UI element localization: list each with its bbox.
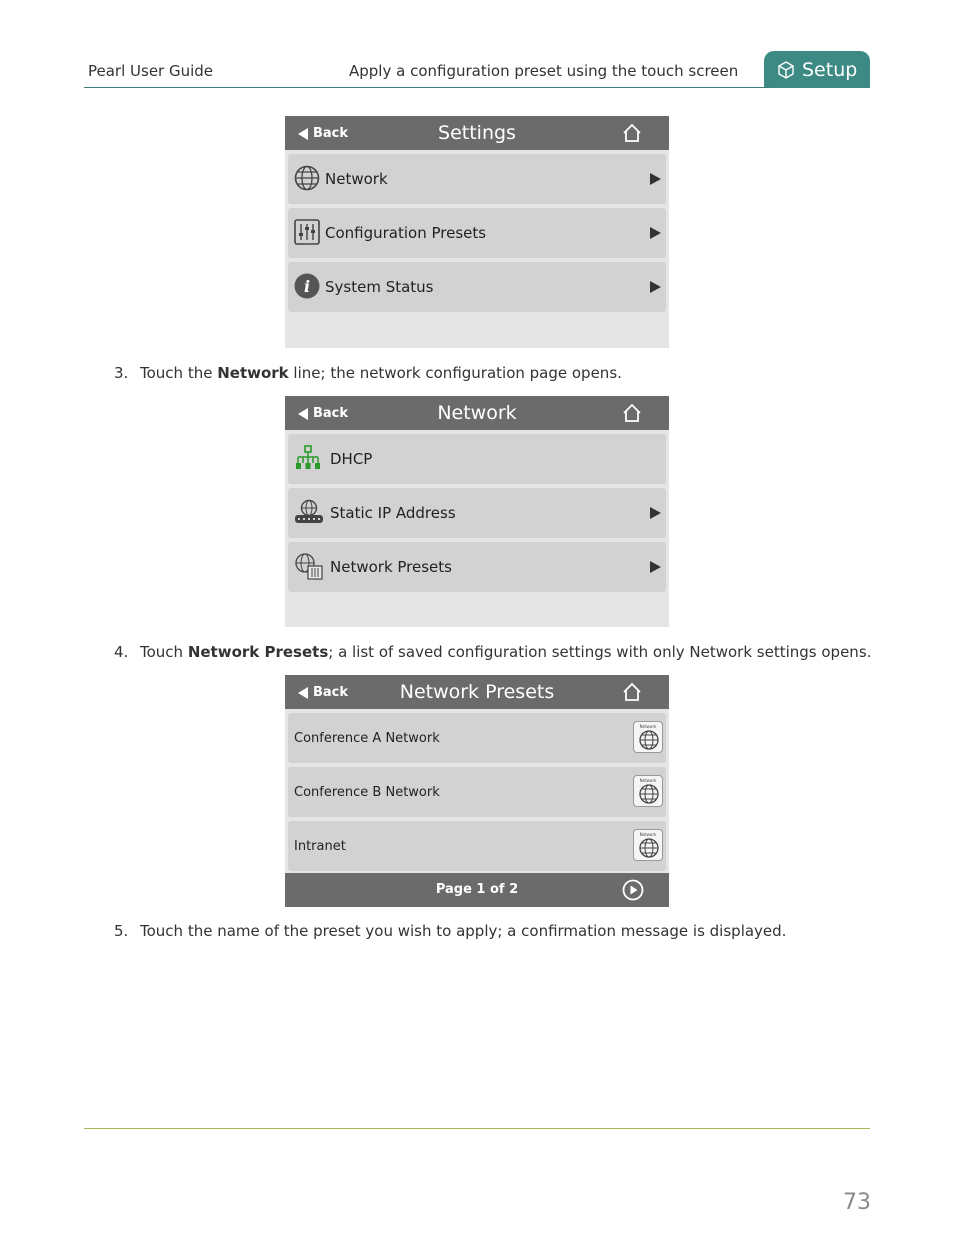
presets-titlebar (285, 675, 669, 709)
screen-title: Network Presets (399, 681, 555, 703)
step-text: Touch the (140, 364, 218, 382)
footer-rule (84, 1128, 870, 1129)
back-label: Back (313, 126, 349, 141)
setup-tab-label: Setup (802, 58, 858, 81)
home-icon[interactable] (622, 403, 642, 423)
globe-icon (639, 838, 659, 858)
preset-row-intranet[interactable] (288, 821, 666, 871)
back-label: Back (313, 406, 349, 421)
row-label: DHCP (330, 450, 373, 468)
row-label: Configuration Presets (325, 224, 487, 242)
network-badge-button[interactable] (633, 775, 663, 807)
network-screen (285, 396, 669, 627)
network-titlebar (285, 396, 669, 430)
settings-screen (285, 116, 669, 348)
badge-label: Network (639, 724, 657, 729)
network-badge-button[interactable] (633, 721, 663, 753)
setup-tab[interactable] (764, 51, 870, 88)
settings-row-configuration-presets[interactable] (288, 208, 666, 258)
settings-row-network[interactable] (288, 154, 666, 204)
sliders-icon (294, 219, 320, 245)
globe-icon (639, 784, 659, 804)
network-row-dhcp[interactable] (288, 434, 666, 484)
step-text: Touch the name of the preset you wish to apply; a confirmation message is displayed. (140, 922, 787, 940)
globe-icon (294, 165, 320, 191)
row-label: Network (325, 170, 388, 188)
step-text: Touch (140, 643, 188, 661)
step-text-end: line; the network configuration page opens. (288, 364, 622, 382)
preset-row-conference-b[interactable] (288, 767, 666, 817)
network-row-network-presets[interactable] (288, 542, 666, 592)
chevron-right-icon (650, 173, 661, 185)
step-bold: Network (217, 364, 289, 382)
preset-name: Intranet (294, 839, 346, 854)
step-bold: Network Presets (187, 643, 329, 661)
step-4 (114, 643, 871, 661)
step-text-end: ; a list of saved configuration settings with only Network settings opens. (328, 643, 872, 661)
step-number: 4. (114, 643, 129, 661)
preset-name: Conference B Network (294, 785, 440, 800)
row-label: Network Presets (330, 558, 452, 576)
badge-label: Network (639, 778, 657, 783)
network-row-static-ip[interactable] (288, 488, 666, 538)
next-page-icon[interactable] (622, 879, 644, 901)
pagination-bar (285, 873, 669, 907)
row-label: System Status (325, 278, 434, 296)
step-5 (114, 922, 786, 940)
step-number: 5. (114, 922, 129, 940)
network-presets-screen (285, 675, 669, 907)
cube-icon (776, 60, 796, 80)
chevron-right-icon (650, 281, 661, 293)
step-3 (114, 364, 622, 382)
badge-label: Network (639, 832, 657, 837)
network-tree-icon (294, 445, 322, 471)
guide-title: Pearl User Guide (88, 62, 214, 80)
section-title: Apply a configuration preset using the touch screen (349, 62, 739, 80)
screen-title: Settings (438, 122, 516, 144)
network-badge-button[interactable] (633, 829, 663, 861)
page-indicator: Page 1 of 2 (435, 882, 519, 897)
row-label: Static IP Address (330, 504, 456, 522)
settings-row-system-status[interactable] (288, 262, 666, 312)
svg-text:i: i (303, 277, 311, 296)
settings-titlebar (285, 116, 669, 150)
globe-sliders-icon (294, 553, 324, 581)
chevron-right-icon (650, 561, 661, 573)
step-number: 3. (114, 364, 129, 382)
back-label: Back (313, 685, 349, 700)
home-icon[interactable] (622, 682, 642, 702)
router-icon (294, 499, 324, 525)
chevron-right-icon (650, 507, 661, 519)
chevron-right-icon (650, 227, 661, 239)
page-number: 73 (843, 1190, 871, 1215)
globe-icon (639, 730, 659, 750)
preset-name: Conference A Network (294, 731, 440, 746)
preset-row-conference-a[interactable] (288, 713, 666, 763)
header-rule (84, 87, 770, 88)
info-icon (294, 273, 320, 299)
screen-title: Network (437, 402, 517, 424)
home-icon[interactable] (622, 123, 642, 143)
